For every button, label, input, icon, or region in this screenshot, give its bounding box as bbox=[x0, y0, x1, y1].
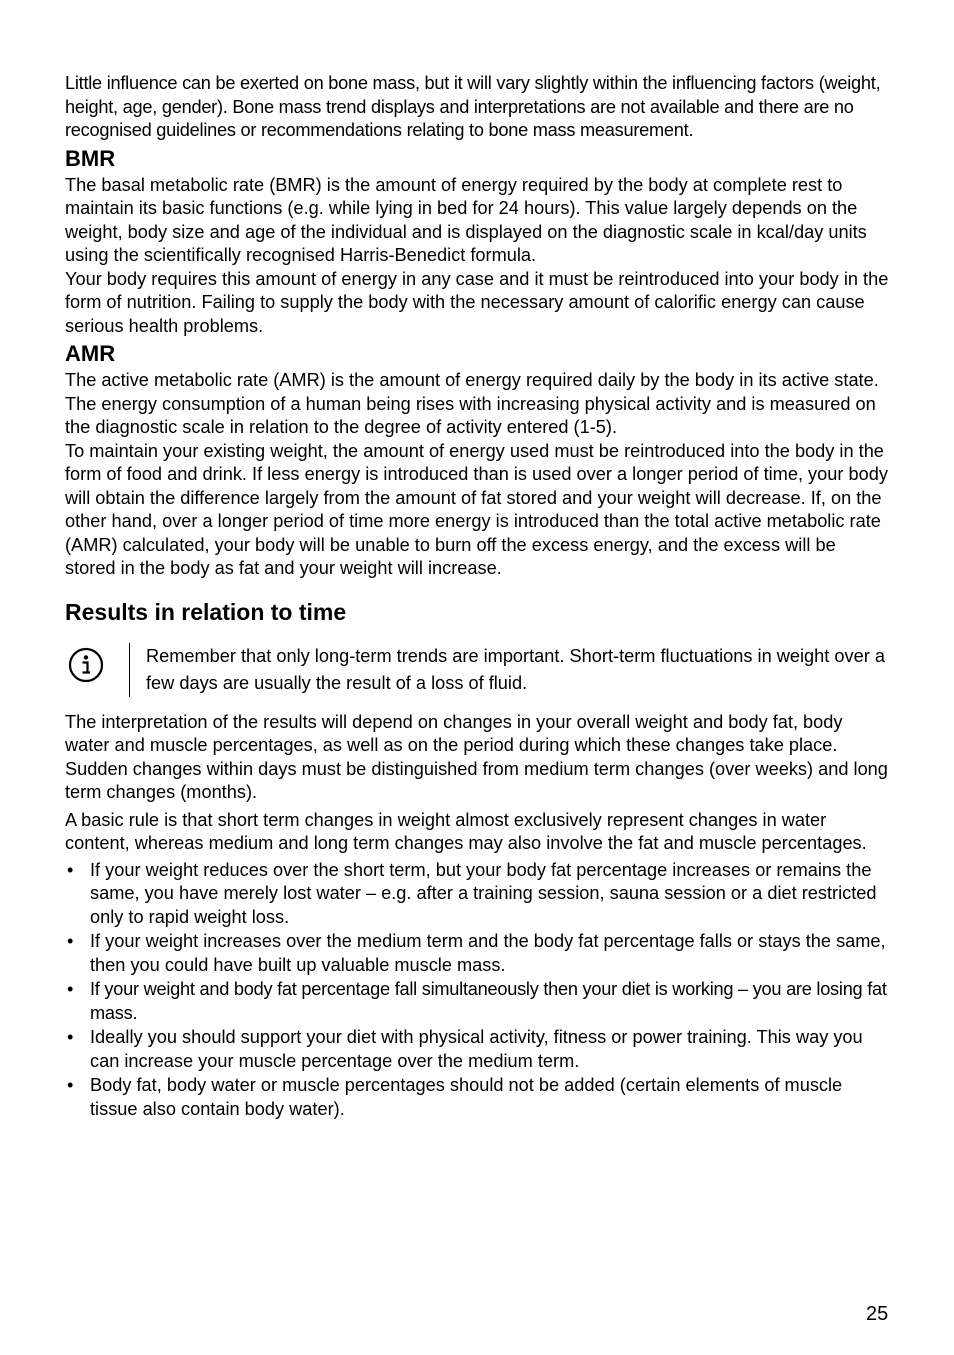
list-item bbox=[65, 1074, 889, 1121]
bullet-icon: • bbox=[67, 859, 74, 880]
list-item-text: If your weight and body fat percentage fall simultaneously then your diet is working – you are losing fat mass. bbox=[90, 979, 887, 1023]
list-item-text: If your weight reduces over the short term, but your body fat percentage increases or remains the same, you have merely lost water – e.g. after a training session, sauna session or a diet restricted only to rapid weight loss. bbox=[90, 859, 877, 927]
list-item-text: If your weight increases over the medium term and the body fat percentage falls or stays the same, then you could have built up valuable muscle mass. bbox=[90, 931, 886, 975]
bullet-icon: • bbox=[67, 979, 74, 999]
results-paragraph-2: A basic rule is that short term changes in weight almost exclusively represent changes in water content, whereas medium and long term changes may also involve the fat and muscle percentages. bbox=[65, 809, 867, 853]
bullet-icon: • bbox=[67, 1027, 74, 1047]
info-note bbox=[65, 643, 889, 697]
bmr-paragraph-2: Your body requires this amount of energy in any case and it must be reintroduced into your body in the form of nutrition. Failing to supply the body with the necessary amount of calorific energy can cause serious health problems. bbox=[65, 268, 889, 336]
amr-paragraph-1: The active metabolic rate (AMR) is the amount of energy required daily by the body in its active state. The energy consumption of a human being rises with increasing physical activity and is measured on the diagnostic scale in relation to the degree of activity entered (1-5). bbox=[65, 370, 879, 437]
list-item bbox=[65, 1026, 889, 1073]
info-note-text: Remember that only long-term trends are important. Short-term fluctuations in weight over a few days are usually the result of a loss of fluid. bbox=[129, 643, 889, 697]
results-heading: Results in relation to time bbox=[65, 598, 347, 625]
list-item-text: Ideally you should support your diet with physical activity, fitness or power training. This way you can increase your muscle percentage over the medium term. bbox=[90, 1027, 863, 1071]
results-paragraph-1: The interpretation of the results will depend on changes in your overall weight and body fat, body water and muscle percentages, as well as on the period during which these changes take place. Sudden changes within days must be distinguished from medium term changes (over weeks) and long term changes (months). bbox=[65, 711, 888, 802]
list-item bbox=[65, 930, 889, 977]
bone-mass-paragraph: Little influence can be exerted on bone mass, but it will vary slightly within the influencing factors (weight, height, age, gender). Bone mass trend displays and interpretations are not available and there are no recognised guidelines or recommendations relating to bone mass measurement. bbox=[65, 73, 881, 140]
bullet-icon: • bbox=[67, 1075, 74, 1095]
results-bullet-list bbox=[65, 859, 889, 1122]
manual-page bbox=[65, 72, 889, 1122]
bmr-heading: BMR bbox=[65, 145, 116, 171]
page-number: 25 bbox=[866, 1303, 889, 1325]
list-item-text: Body fat, body water or muscle percentages should not be added (certain elements of muscle tissue also contain body water). bbox=[90, 1075, 843, 1119]
list-item bbox=[65, 978, 889, 1025]
list-item bbox=[65, 859, 889, 930]
info-icon bbox=[67, 646, 105, 684]
bmr-paragraph-1: The basal metabolic rate (BMR) is the amount of energy required by the body at complete rest to maintain its basic functions (e.g. while lying in bed for 24 hours). This value largely depends on the weight, body size and age of the individual and is displayed on the diagnostic scale in kcal/day units using the scientifically recognised Harris-Benedict formula. bbox=[65, 174, 867, 265]
amr-paragraph-2: To maintain your existing weight, the amount of energy used must be reintroduced into the body in the form of food and drink. If less energy is introduced than is used over a longer period of time, your body will obtain the difference largely from the amount of fat stored and your weight will decrease. If, on the other hand, over a longer period of time more energy is introduced than the total active metabolic rate (AMR) calculated, your body will be unable to burn off the excess energy, and the excess will be stored in the body as fat and your weight will increase. bbox=[65, 440, 888, 578]
bullet-icon: • bbox=[67, 931, 74, 951]
amr-heading: AMR bbox=[65, 341, 116, 366]
